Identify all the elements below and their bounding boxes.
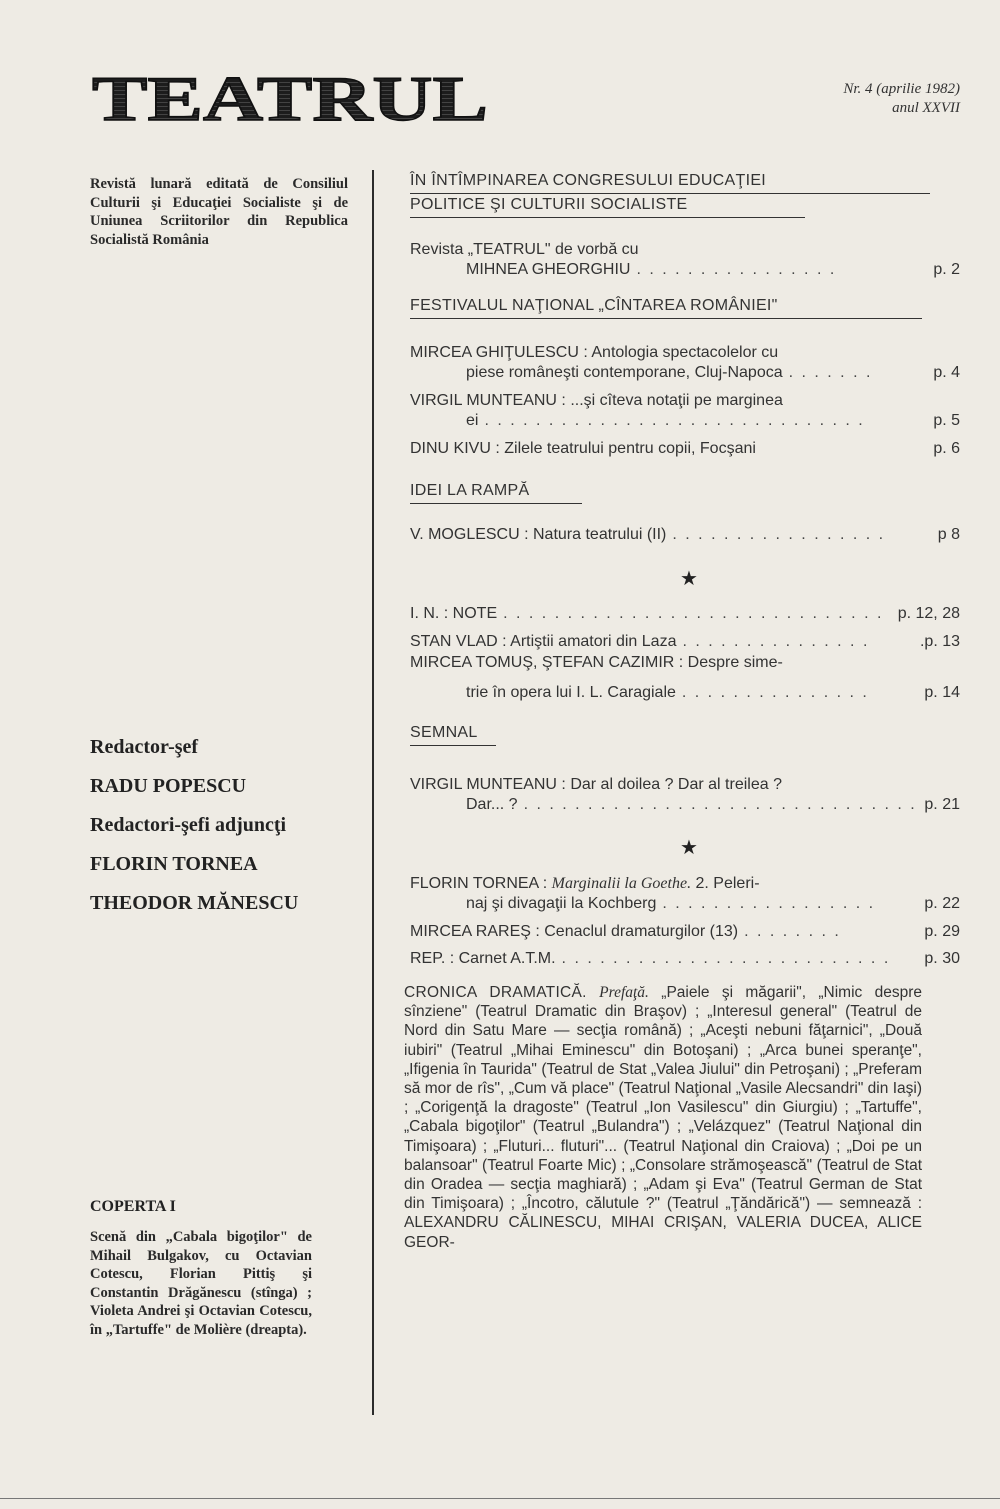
issue-year: anul XXVII bbox=[892, 100, 960, 116]
toc-page: p. 5 bbox=[933, 412, 960, 429]
toc-entry-title: STAN VLAD : Artiştii amatori din Laza bbox=[410, 633, 677, 650]
leader-dots: . . . . . . . . . . . . . . . . . bbox=[672, 526, 886, 543]
issue-info bbox=[700, 80, 960, 118]
toc-page: p. 21 bbox=[924, 796, 960, 813]
chronicle-lead: CRONICA DRAMATICĂ. bbox=[404, 984, 587, 1001]
section-festival-heading: FESTIVALUL NAŢIONAL „CÎNTAREA ROMÂNIEI" bbox=[410, 297, 778, 314]
leader-dots: . . . . . . . . . . . . . . . . . . . . . . . . . . . . . . bbox=[503, 605, 884, 622]
section-underline bbox=[410, 193, 930, 194]
toc-entry-italic-title: Marginalii la Goethe. bbox=[551, 875, 692, 892]
toc-entry-title: ei bbox=[466, 412, 479, 429]
deputy-editor-1: FLORIN TORNEA bbox=[90, 853, 258, 875]
leader-dots: . . . . . . . . . . . . . . . . . . . . . . . . . . bbox=[561, 950, 891, 967]
section-underline bbox=[410, 745, 496, 746]
section-underline bbox=[410, 318, 922, 319]
toc-entry-title: MIHNEA GHEORGHIU bbox=[466, 261, 631, 278]
star-separator: ★ bbox=[680, 837, 698, 859]
publisher-info: Revistă lunară editată de Consiliul Culturii şi Educaţiei Socialiste şi de Uniunea Scriitorilor din Republica Socialistă România bbox=[90, 176, 348, 248]
editor-in-chief-name: RADU POPESCU bbox=[90, 775, 247, 797]
page-bottom-edge bbox=[0, 1498, 1000, 1499]
toc-entry bbox=[410, 775, 960, 815]
chronicle-preface: Prefaţă. bbox=[599, 984, 649, 1001]
toc-page: p. 2 bbox=[933, 261, 960, 278]
toc-entry-title: naj şi divagaţii la Kochberg bbox=[466, 895, 657, 912]
section-underline bbox=[410, 503, 582, 504]
masthead-logo bbox=[92, 70, 492, 128]
toc-entry-author: FLORIN TORNEA : bbox=[410, 875, 552, 892]
toc-page: p. 30 bbox=[924, 950, 960, 967]
editorial-staff bbox=[90, 728, 360, 923]
toc-page: .p. 13 bbox=[919, 633, 960, 650]
toc-entry-title: Dar... ? bbox=[466, 796, 518, 813]
toc-page: p. 29 bbox=[924, 923, 960, 940]
toc-entry-line: VIRGIL MUNTEANU : ...şi cîteva notaţii pe marginea bbox=[410, 392, 783, 409]
toc-entry-line: Revista „TEATRUL" de vorbă cu bbox=[410, 241, 639, 258]
cover-description: Scenă din „Cabala bigoţilor" de Mihail Bulgakov, cu Octavian Cotescu, Florian Pittiş şi Constantin Drăgănescu (stînga) ; Violeta Andrei şi Octavian Cotescu, în „Tartuffe" de Molière (dreapta). bbox=[90, 1229, 312, 1338]
leader-dots: . . . . . . . . . . . . . . . . bbox=[636, 261, 837, 278]
toc-entry bbox=[410, 653, 960, 703]
toc-entry bbox=[410, 874, 960, 914]
leader-dots: . . . . . . . . bbox=[744, 923, 841, 940]
leader-dots: . . . . . . . . . . . . . . . bbox=[681, 684, 869, 701]
toc-entry bbox=[410, 604, 960, 624]
editor-in-chief-label: Redactor-şef bbox=[90, 736, 199, 758]
deputy-editors-label: Redactori-şefi adjuncţi bbox=[90, 814, 287, 836]
toc-entry bbox=[410, 240, 960, 280]
toc-entry-line: VIRGIL MUNTEANU : Dar al doilea ? Dar al treilea ? bbox=[410, 776, 782, 793]
toc-entry-title: trie în opera lui I. L. Caragiale bbox=[466, 684, 676, 701]
toc-entry-title: piese româneşti contemporane, Cluj-Napoca bbox=[466, 364, 783, 381]
toc-page: p 8 bbox=[937, 526, 960, 543]
toc-entry bbox=[410, 343, 960, 383]
section-underline bbox=[410, 217, 805, 218]
toc-entry bbox=[410, 391, 960, 431]
toc-entry-title: MIRCEA RAREŞ : Cenaclul dramaturgilor (13) bbox=[410, 923, 739, 940]
leader-dots: . . . . . . . . . . . . . . . . . . . . . . . . . . . . . . . bbox=[523, 796, 917, 813]
toc-entry-line: MIRCEA GHIŢULESCU : Antologia spectacolelor cu bbox=[410, 344, 779, 361]
deputy-editor-2: THEODOR MĂNESCU bbox=[90, 892, 299, 914]
toc-entry bbox=[410, 949, 960, 969]
masthead-title: TEATRUL bbox=[92, 70, 488, 128]
toc-page: p. 14 bbox=[924, 684, 960, 701]
cover-title: COPERTA I bbox=[90, 1198, 176, 1215]
drama-chronicle bbox=[404, 983, 922, 1252]
toc-entry-title: DINU KIVU : Zilele teatrului pentru copii, Focşani bbox=[410, 440, 756, 457]
chronicle-text: „Paiele şi măgarii", „Nimic despre sînziene" (Teatrul Dramatic din Braşov) ; „Interesul general" (Teatrul de Nord din Satu Mare — secţia română) ; „Aceşti nebuni făţarnici", „Două iubiri" (Teatrul „Mihai Eminescu" din Botoşani) ; „Arca bunei speranţe", „Ifigenia în Taurida" (Teatrul de Stat „Valea Jiului" din Petroşani) ; „Preferam să mor de rîs", „Cum vă place" (Teatrul Naţional „Vasile Alecsandri" din Iaşi) ; „Corigenţă la dragoste" (Teatrul „Ion Vasilescu" din Giurgiu) ; „Tartuffe", „Cabala bigoţilor" (Teatrul „Bulandra") ; „Velázquez" (Teatrul Naţional din Timişoara) ; „Fluturi... fluturi"... (Teatrul Naţional din Craiova) ; „Doi pe un balansoar" (Teatrul Foarte Mic) ; „Consolare strămoşească" (Teatrul de Stat din Oradea — secţia maghiară) ; „Adam şi Eva" (Teatrul German de Stat din Timişoara) ; „Încotro, călutule ?" (Teatrul „Ţăndărică") — semnează : ALEXANDRU CĂLINESCU, MIHAI CRIŞAN, VALERIA DUCEA, ALICE GEOR- bbox=[404, 984, 922, 1251]
section-ideas-heading: IDEI LA RAMPĂ bbox=[410, 482, 530, 499]
issue-number: Nr. 4 (aprilie 1982) bbox=[843, 81, 960, 97]
toc-page: p. 12, 28 bbox=[897, 605, 960, 622]
toc-page: p. 6 bbox=[933, 440, 960, 457]
leader-dots: . . . . . . . . . . . . . . . . . bbox=[662, 895, 876, 912]
section-semnal-heading: SEMNAL bbox=[410, 724, 478, 741]
column-divider bbox=[372, 170, 374, 1415]
toc-page: p. 4 bbox=[933, 364, 960, 381]
toc-entry-line: 2. Peleri- bbox=[691, 875, 760, 892]
toc-entry bbox=[410, 922, 960, 942]
toc-entry-title: V. MOGLESCU : Natura teatrului (II) bbox=[410, 526, 667, 543]
toc-entry bbox=[410, 632, 960, 652]
toc-entry-title: I. N. : NOTE bbox=[410, 605, 498, 622]
toc-page: p. 22 bbox=[924, 895, 960, 912]
star-separator: ★ bbox=[680, 568, 698, 590]
toc-entry-line: MIRCEA TOMUŞ, ŞTEFAN CAZIMIR : Despre sime- bbox=[410, 654, 783, 671]
toc-entry bbox=[410, 439, 960, 459]
leader-dots: . . . . . . . . . . . . . . . bbox=[682, 633, 870, 650]
toc-entry-title: REP. : Carnet A.T.M. bbox=[410, 950, 556, 967]
section-congress-heading-1: ÎN ÎNTÎMPINAREA CONGRESULUI EDUCAŢIEI bbox=[410, 172, 767, 189]
section-congress-heading-2: POLITICE ŞI CULTURII SOCIALISTE bbox=[410, 196, 688, 213]
leader-dots: . . . . . . . bbox=[788, 364, 873, 381]
leader-dots: . . . . . . . . . . . . . . . . . . . . . . . . . . . . . . bbox=[484, 412, 865, 429]
toc-entry bbox=[410, 525, 960, 545]
